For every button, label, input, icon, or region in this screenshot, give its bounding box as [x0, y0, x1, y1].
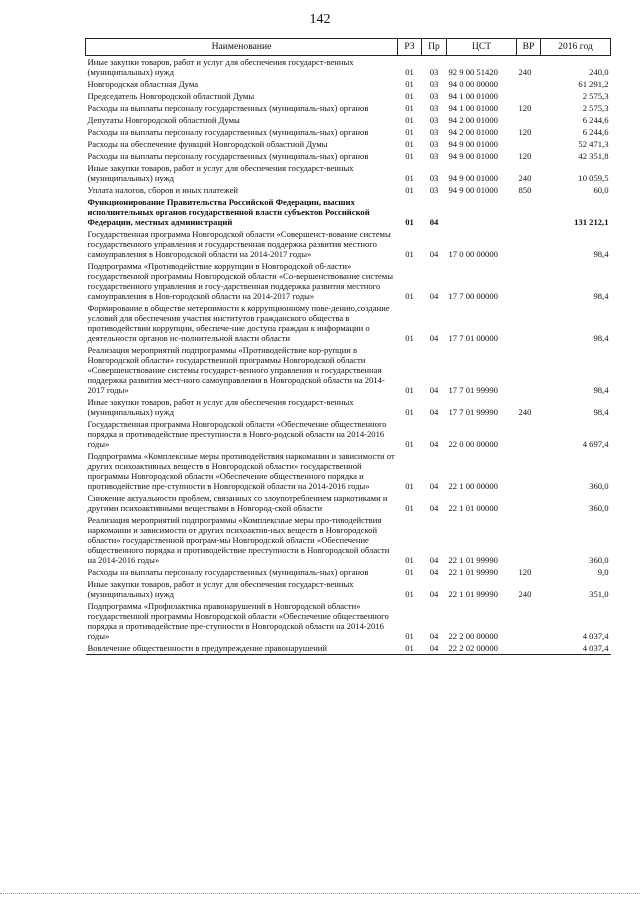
table-row [86, 196, 611, 228]
cell-cst: 94 0 00 00000 [448, 79, 498, 89]
cell-vr [517, 450, 541, 492]
cell-vr: 240 [518, 173, 532, 183]
cell-cst: 94 9 00 01000 [448, 139, 498, 149]
cell-sum: 360,0 [589, 503, 609, 513]
cell-name: Новгородская областная Дума [87, 79, 199, 89]
cell-cst: 94 9 00 01000 [448, 151, 498, 161]
cell-cst: 17 7 01 00000 [448, 333, 498, 343]
cell-vr [517, 600, 541, 642]
cell-pr: 03 [429, 127, 439, 137]
cell-name: Функционирование Правительства Российской Федерации, высших исполнительных органов государственной власти субъектов Российской Федерации, местных администраций [87, 197, 370, 227]
cell-pr: 04 [429, 503, 439, 513]
cell-name: Подпрограмма «Противодействие коррупции в Новгородской об-ласти» государственной программы Новгородской области «Со-вершенствование системы государственного управления и госу-дарственная поддержка развития местного самоуправления в Нов-городской области на 2014-2017 годы» [87, 261, 394, 301]
cell-rz: 01 [405, 67, 414, 77]
cell-pr: 04 [429, 439, 439, 449]
cell-name: Председатель Новгородской областной Думы [87, 91, 255, 101]
cell-sum: 131 212,1 [574, 217, 609, 227]
cell-name: Уплата налогов, сборов и иных платежей [87, 185, 239, 195]
cell-sum: 2 575,3 [582, 103, 609, 113]
cell-vr [517, 228, 541, 260]
cell-sum: 52 471,3 [578, 139, 609, 149]
cell-sum: 4 037,4 [582, 631, 609, 641]
cell-vr: 240 [518, 407, 532, 417]
cell-pr: 03 [429, 103, 439, 113]
cell-cst: 94 2 00 01000 [448, 115, 498, 125]
cell-vr [517, 344, 541, 396]
table-row [86, 514, 611, 566]
cell-rz: 01 [405, 503, 414, 513]
table-row [86, 396, 611, 418]
cell-vr: 240 [518, 67, 532, 77]
cell-cst: 22 1 01 99990 [448, 589, 498, 599]
cell-vr: 120 [518, 127, 532, 137]
cell-name: Иные закупки товаров, работ и услуг для обеспечения государст-венных (муниципальных) нужд [87, 163, 354, 183]
cell-sum: 61 291,2 [578, 79, 609, 89]
cell-pr: 03 [429, 173, 439, 183]
cell-rz: 01 [405, 185, 414, 195]
cell-rz: 01 [405, 173, 414, 183]
cell-cst: 17 7 00 00000 [448, 291, 498, 301]
cell-name: Расходы на выплаты персоналу государственных (муниципаль-ных) органов [87, 151, 369, 161]
table-row [86, 492, 611, 514]
cell-pr: 04 [429, 333, 439, 343]
table-row [86, 90, 611, 102]
table-row [86, 228, 611, 260]
table-row [86, 126, 611, 138]
cell-pr: 03 [429, 67, 439, 77]
cell-rz: 01 [405, 79, 414, 89]
cell-name: Формирование в обществе нетерпимости к коррупционному пове-дению,создание условий для обеспечения участия институтов гражданского общества в противодействии коррупции, обеспече-ние доступа граждан к информации о деятельности органов ис-полнительной власти области [87, 303, 390, 343]
table-row [86, 578, 611, 600]
cell-name: Вовлечение общественности в предупреждение правонарушений [86, 642, 398, 655]
cell-sum: 360,0 [589, 481, 609, 491]
cell-cst: 94 9 00 01000 [448, 185, 498, 195]
cell-sum: 98,4 [593, 407, 609, 417]
cell-pr: 04 [429, 249, 439, 259]
cell-cst: 22 1 00 00000 [448, 481, 498, 491]
cell-rz: 01 [405, 127, 414, 137]
cell-vr: 120 [518, 567, 532, 577]
cell-cst: 17 0 00 00000 [448, 249, 498, 259]
cell-pr: 04 [429, 407, 439, 417]
cell-vr [517, 78, 541, 90]
cell-sum: 42 351,8 [578, 151, 609, 161]
table-row [86, 114, 611, 126]
cell-sum: 2 575,3 [582, 91, 609, 101]
cell-pr: 04 [429, 589, 439, 599]
cell-pr: 04 [429, 217, 439, 227]
cell-rz: 01 [405, 333, 414, 343]
cell-vr: 120 [518, 103, 532, 113]
cell-sum: 9,0 [597, 567, 609, 577]
cell-cst: 94 1 00 01000 [448, 91, 498, 101]
cell-name: Снижение актуальности проблем, связанных со злоупотреблением наркотиками и другими психоактивными веществами в Новгород-ской области [87, 493, 388, 513]
cell-pr: 03 [429, 185, 439, 195]
cell-name: Расходы на выплаты персоналу государственных (муниципаль-ных) органов [87, 127, 369, 137]
cell-cst: 17 7 01 99990 [448, 407, 498, 417]
cell-rz: 01 [405, 567, 414, 577]
cell-sum: 98,4 [593, 291, 609, 301]
cell-cst: 22 2 02 00000 [447, 642, 517, 655]
cell-cst: 22 1 01 99990 [448, 567, 498, 577]
cell-sum: 98,4 [593, 249, 609, 259]
cell-rz: 01 [405, 385, 414, 395]
budget-table [85, 38, 611, 655]
cell-name: Депутаты Новгородской областной Думы [87, 115, 240, 125]
cell-name: Реализация мероприятий подпрограммы «Противодействие кор-рупции в Новгородской области» государственной программы Новгородской области «Совершенствование системы государст-венного управления и государственная поддержка развития мест-ного самоуправления в Новгородской области на 2014-2017 годы» [87, 345, 385, 395]
cell-cst: 92 9 00 51420 [448, 67, 498, 77]
table-row [86, 56, 611, 79]
cell-vr: 240 [518, 589, 532, 599]
cell-rz: 01 [405, 217, 414, 227]
table-row [86, 184, 611, 196]
cell-sum: 360,0 [589, 555, 609, 565]
cell-vr [517, 114, 541, 126]
cell-sum: 98,4 [593, 385, 609, 395]
cell-rz: 01 [405, 291, 414, 301]
cell-cst: 94 1 00 01000 [448, 103, 498, 113]
cell-vr [517, 90, 541, 102]
cell-sum: 4 697,4 [582, 439, 609, 449]
cell-name: Реализация мероприятий подпрограммы «Комплексные меры про-тиводействия наркомании и зависимости от других психоактив-ных веществ в Новгородской области» государственной програм-мы Новгородской области «Обеспечение общественного порядка и противодействие преступности в Новгородской области на 2014-2016 годы» [87, 515, 390, 565]
cell-sum: 4 037,4 [541, 642, 611, 655]
cell-cst: 94 2 00 01000 [448, 127, 498, 137]
cell-name: Расходы на обеспечение функций Новгородской областной Думы [87, 139, 328, 149]
table-header-row [86, 39, 611, 56]
cell-vr [517, 514, 541, 566]
cell-pr: 04 [429, 291, 439, 301]
table-body [86, 56, 611, 655]
table-row [86, 138, 611, 150]
cell-rz: 01 [405, 91, 414, 101]
cell-rz: 01 [398, 642, 422, 655]
cell-rz: 01 [405, 407, 414, 417]
cell-cst: 22 2 00 00000 [448, 631, 498, 641]
cell-cst: 22 1 01 00000 [448, 503, 498, 513]
table-row [86, 260, 611, 302]
cell-sum: 351,0 [589, 589, 609, 599]
cell-name: Подпрограмма «Комплексные меры противодействия наркомании и зависимости от других психоактивных веществ в Новгородской области» государственной программы Новгородской области «Обеспечение общественного порядка и противодействие пре-ступности в Новгородской области на 2014-2016 годы» [87, 451, 395, 491]
table-row [86, 418, 611, 450]
cell-vr [517, 138, 541, 150]
cell-cst [447, 196, 517, 228]
cell-pr: 03 [429, 115, 439, 125]
cell-vr [517, 260, 541, 302]
cell-cst: 22 0 00 00000 [448, 439, 498, 449]
cell-sum: 240,0 [589, 67, 609, 77]
table-row [86, 162, 611, 184]
cell-name: Иные закупки товаров, работ и услуг для обеспечения государст-венных (муниципальных) нужд [87, 579, 354, 599]
header-vr: ВР [517, 39, 541, 56]
cell-rz: 01 [405, 249, 414, 259]
header-name: Наименование [86, 39, 398, 56]
cell-pr: 04 [429, 385, 439, 395]
header-rz: РЗ [398, 39, 422, 56]
cell-sum: 6 244,6 [582, 115, 609, 125]
cell-pr: 03 [429, 139, 439, 149]
page-number: 142 [309, 12, 331, 27]
cell-rz: 01 [405, 139, 414, 149]
header-sum: 2016 год [541, 39, 611, 56]
cell-pr: 04 [429, 481, 439, 491]
table-row [86, 78, 611, 90]
table-row [86, 102, 611, 114]
cell-pr: 04 [429, 555, 439, 565]
table-row [86, 302, 611, 344]
cell-rz: 01 [405, 481, 414, 491]
cell-sum: 6 244,6 [582, 127, 609, 137]
table-row [86, 642, 611, 655]
table-row [86, 150, 611, 162]
cell-cst: 94 9 00 01000 [448, 173, 498, 183]
cell-vr: 120 [518, 151, 532, 161]
cell-rz: 01 [405, 631, 414, 641]
cell-rz: 01 [405, 103, 414, 113]
cell-name: Государственная программа Новгородской области «Обеспечение общественного порядка и противодействие преступности в Новго-родской области на 2014-2016 годы» [87, 419, 387, 449]
cell-sum: 98,4 [593, 333, 609, 343]
cell-name: Государственная программа Новгородской области «Совершенст-вование системы государственного управления и государственная поддержка развития местного самоуправления в Новгородской области на 2014-2017 годы» [87, 229, 391, 259]
cell-name: Расходы на выплаты персоналу государственных (муниципаль-ных) органов [87, 567, 369, 577]
cell-vr [517, 418, 541, 450]
cell-sum: 60,0 [593, 185, 609, 195]
cell-vr [517, 302, 541, 344]
cell-pr: 04 [422, 642, 447, 655]
cell-cst: 22 1 01 99990 [448, 555, 498, 565]
scan-edge-line [0, 893, 640, 894]
cell-name: Иные закупки товаров, работ и услуг для обеспечения государст-венных (муниципальных) нужд [87, 57, 354, 77]
cell-pr: 03 [429, 79, 439, 89]
cell-pr: 03 [429, 151, 439, 161]
cell-name: Иные закупки товаров, работ и услуг для обеспечения государст-венных (муниципальных) нужд [87, 397, 354, 417]
cell-vr [517, 196, 541, 228]
cell-rz: 01 [405, 151, 414, 161]
table-row [86, 566, 611, 578]
table-row [86, 600, 611, 642]
cell-name: Расходы на выплаты персоналу государственных (муниципаль-ных) органов [87, 103, 369, 113]
cell-sum: 10 059,5 [578, 173, 609, 183]
cell-pr: 04 [429, 631, 439, 641]
header-pr: Пр [422, 39, 447, 56]
cell-rz: 01 [405, 439, 414, 449]
cell-pr: 03 [429, 91, 439, 101]
cell-rz: 01 [405, 555, 414, 565]
cell-vr: 850 [518, 185, 532, 195]
cell-pr: 04 [429, 567, 439, 577]
table-row [86, 450, 611, 492]
table-row [86, 344, 611, 396]
cell-cst: 17 7 01 99990 [448, 385, 498, 395]
cell-rz: 01 [405, 589, 414, 599]
cell-vr [517, 492, 541, 514]
cell-name: Подпрограмма «Профилактика правонарушений в Новгородской области» государственной программы Новгородской области «Обеспечение общественного порядка и противодействие пре-ступности в Новгородской области на 2014-2016 годы» [87, 601, 389, 641]
header-cst: ЦСТ [447, 39, 517, 56]
cell-rz: 01 [405, 115, 414, 125]
cell-vr [517, 642, 541, 655]
